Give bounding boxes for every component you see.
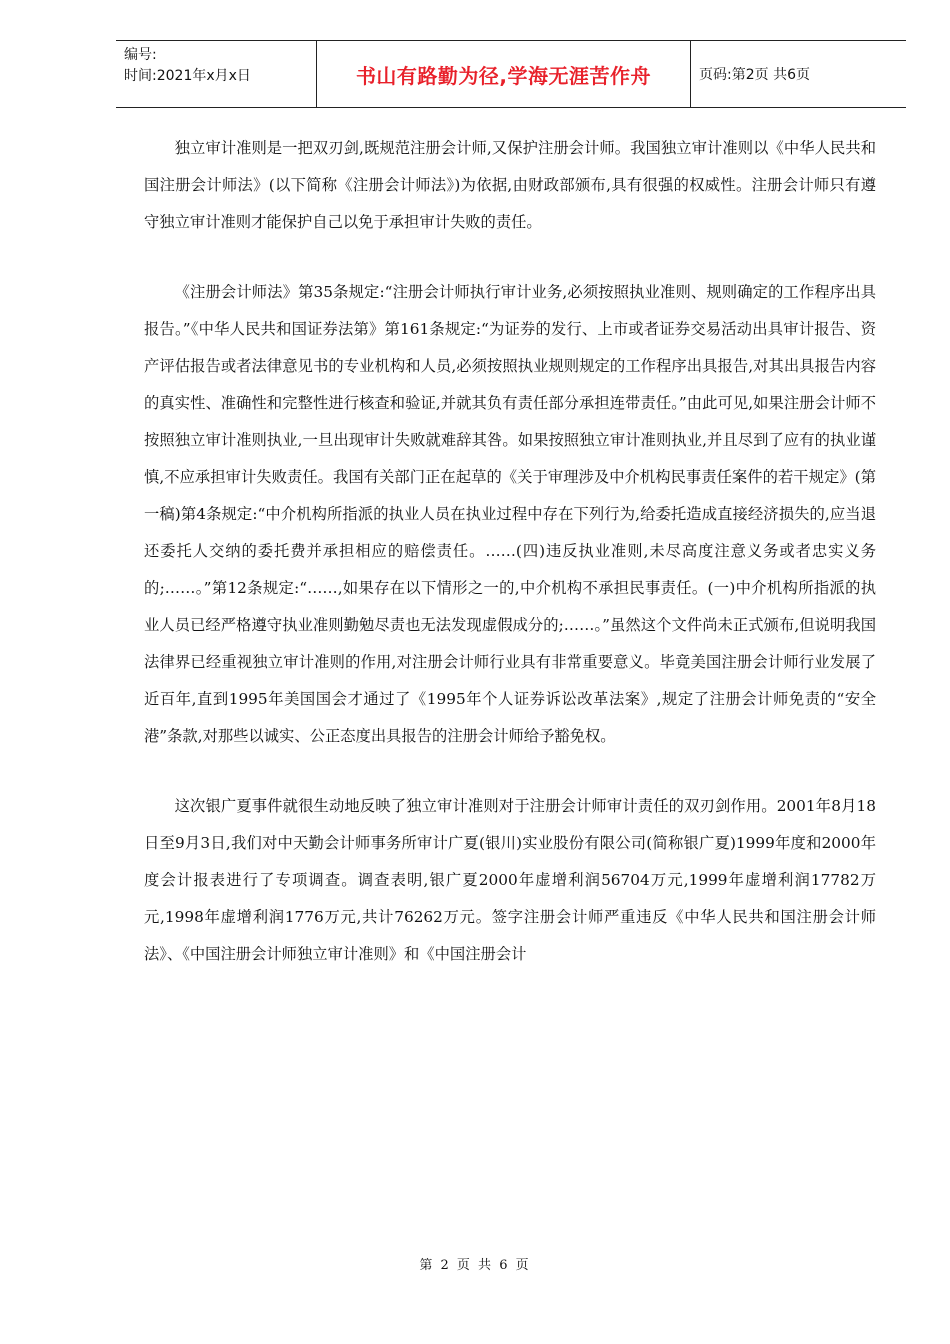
paragraph-3: 这次银广夏事件就很生动地反映了独立审计准则对于注册会计师审计责任的双刃剑作用。2001年8月18日至9月3日,我们对中天勤会计师事务所审计广夏(银川)实业股份有限公司(简称银广夏)1999年度和2000年度会计报表进行了专项调查。调查表明,银广夏2000年虚增利润56704万元,1999年虚增利润17782万元,1998年虚增利润1776万元,共计76262万元。签字注册会计师严重违反《中华人民共和国注册会计师法》、《中国注册会计师独立审计准则》和《中国注册会计: [144, 797, 876, 963]
header-page-info-cell: [691, 41, 906, 107]
paragraph-1: 独立审计准则是一把双刃剑,既规范注册会计师,又保护注册会计师。我国独立审计准则以《中华人民共和国注册会计师法》(以下简称《注册会计师法》)为依据,由财政部颁布,具有很强的权威性。注册会计师只有遵守独立审计准则才能保护自己以免于承担审计失败的责任。: [144, 139, 876, 231]
page-footer: 第 2 页 共 6 页: [419, 1258, 531, 1273]
document-body: [144, 130, 876, 1006]
header-page-info: 页码:第2页 共6页: [699, 67, 810, 83]
document-time-label: 时间:2021年x月x日: [124, 68, 251, 84]
header-meta: [116, 41, 316, 107]
paragraph-2: 《注册会计师法》第35条规定:“注册会计师执行审计业务,必须按照执业准则、规则确定的工作程序出具报告。”《中华人民共和国证券法第》第161条规定:“为证券的发行、上市或者证券交易活动出具审计报告、资产评估报告或者法律意见书的专业机构和人员,必须按照执业规则规定的工作程序出具报告,对其出具报告内容的真实性、准确性和完整性进行核查和验证,并就其负有责任部分承担连带责任。”由此可见,如果注册会计师不按照独立审计准则执业,一旦出现审计失败就难辞其咎。如果按照独立审计准则执业,并且尽到了应有的执业谨慎,不应承担审计失败责任。我国有关部门正在起草的《关于审理涉及中介机构民事责任案件的若干规定》(第一稿)第4条规定:“中介机构所指派的执业人员在执业过程中存在下列行为,给委托造成直接经济损失的,应当退还委托人交纳的委托费并承担相应的赔偿责任。……(四)违反执业准则,未尽高度注意义务或者忠实义务的;……。”第12条规定:“……,如果存在以下情形之一的,中介机构不承担民事责任。(一)中介机构所指派的执业人员已经严格遵守执业准则勤勉尽责也无法发现虚假成分的;……。”虽然这个文件尚未正式颁布,但说明我国法律界已经重视独立审计准则的作用,对注册会计师行业具有非常重要意义。毕竟美国注册会计师行业发展了近百年,直到1995年美国国会才通过了《1995年个人证券诉讼改革法案》,规定了注册会计师免责的“安全港”条款,对那些以诚实、公正态度出具报告的注册会计师给予豁免权。: [144, 283, 876, 745]
header-motto: 书山有路勤为径,学海无涯苦作舟: [355, 63, 652, 88]
page-header: [116, 40, 906, 108]
header-motto-cell: [316, 41, 691, 107]
document-number-label: 编号:: [124, 47, 157, 63]
